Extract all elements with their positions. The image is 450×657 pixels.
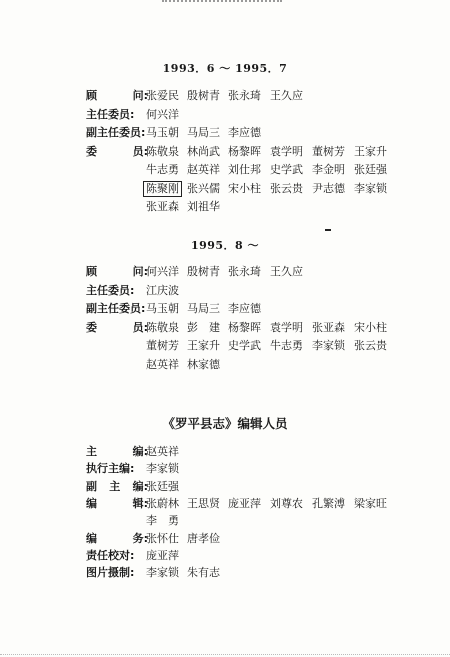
person-name: 庞亚萍 — [228, 496, 261, 510]
scan-mark-bottom — [0, 652, 450, 655]
role-label-part: 编: — [132, 445, 148, 458]
person-name: 刘尊农 — [270, 496, 303, 510]
person-name: 董树芳 — [312, 144, 345, 158]
section1-heading: 1993．6 ～ 1995．7 — [162, 62, 288, 75]
role-label-part: 员: — [132, 320, 148, 334]
person-name: 史学武 — [228, 339, 261, 352]
person-name: 马局三 — [187, 302, 220, 315]
role-label-part: 主任委员: — [86, 107, 135, 121]
role-label — [86, 479, 148, 495]
person-name: 陈敬泉 — [146, 320, 179, 334]
person-name: 张兴儒 — [187, 181, 220, 195]
role-label — [86, 444, 148, 460]
person-name: 王家升 — [187, 339, 220, 352]
role-label-part: 问: — [132, 89, 148, 102]
role-label — [86, 320, 148, 336]
person-name: 董树芳 — [146, 339, 179, 352]
editorial-staff-title: 《罗平县志》编辑人员 — [162, 416, 288, 431]
role-label-part: 执行主编: — [86, 462, 135, 476]
person-name: 杨黎晖 — [228, 144, 261, 158]
role-label-part: 问: — [132, 265, 148, 278]
person-name: 赵英祥 — [146, 357, 179, 371]
person-name: 马局三 — [187, 126, 220, 139]
role-label — [86, 88, 148, 104]
person-name: 张云贵 — [270, 181, 303, 195]
person-name: 史学武 — [270, 163, 303, 176]
person-name: 袁学明 — [270, 320, 303, 334]
stray-mark — [325, 229, 331, 231]
role-label — [86, 107, 148, 123]
person-name: 张永琦 — [228, 265, 261, 278]
role-label-part: 编: — [132, 479, 148, 493]
person-name: 张亚森 — [312, 320, 345, 334]
person-name: 江庆波 — [146, 283, 179, 297]
role-label-part: 副主任委员: — [86, 302, 146, 315]
person-name: 马玉朝 — [146, 126, 179, 139]
role-label — [86, 144, 148, 160]
person-name: 王久应 — [270, 265, 303, 278]
role-label — [86, 125, 148, 141]
role-label-part: 编 — [86, 496, 97, 510]
person-name: 宋小柱 — [228, 181, 261, 195]
person-name: 赵英祥 — [146, 445, 179, 458]
person-name: 马玉朝 — [146, 302, 179, 315]
person-name: 张爱民 — [146, 89, 179, 102]
person-name: 朱有志 — [187, 566, 220, 580]
role-label-part: 副 — [86, 479, 97, 493]
person-name: 李家锁 — [354, 181, 387, 195]
person-name: 王家升 — [354, 144, 387, 158]
section2-heading: 1995．8 ～ — [190, 239, 260, 252]
person-name: 李金明 — [312, 163, 345, 176]
scan-mark-top — [162, 0, 282, 6]
person-name: 张廷强 — [146, 479, 179, 493]
role-label — [86, 496, 148, 512]
person-name: 殷树青 — [187, 89, 220, 102]
person-name: 张云贵 — [354, 339, 387, 352]
role-label-part: 责任校对: — [86, 548, 135, 562]
role-label — [86, 548, 148, 564]
person-name: 殷树青 — [187, 265, 220, 278]
person-name: 李应德 — [228, 302, 261, 315]
role-label — [86, 301, 148, 317]
person-name: 李 勇 — [146, 514, 179, 528]
role-label — [86, 531, 148, 547]
person-name: 刘仕邦 — [228, 163, 261, 176]
role-label-part: 图片摄制: — [86, 566, 135, 580]
person-name: 刘祖华 — [187, 200, 220, 213]
person-name: 何兴洋 — [146, 265, 179, 278]
person-name: 牛志勇 — [146, 163, 179, 176]
person-name: 宋小柱 — [354, 320, 387, 334]
role-label — [86, 565, 148, 581]
role-label-part: 委 — [86, 320, 97, 334]
role-label-part: 编 — [86, 531, 97, 545]
person-name: 庞亚萍 — [146, 548, 179, 562]
person-name: 张永琦 — [228, 89, 261, 102]
person-name: 何兴洋 — [146, 107, 179, 121]
person-name: 赵英祥 — [187, 163, 220, 176]
role-label-part: 顾 — [86, 265, 97, 278]
person-name: 李家锁 — [312, 339, 345, 352]
role-label-part: 副主任委员: — [86, 126, 146, 139]
person-name: 尹志德 — [312, 181, 345, 195]
person-name: 张廷强 — [354, 163, 387, 176]
role-label-part: 辑: — [132, 496, 148, 510]
role-label-part: 主任委员: — [86, 283, 135, 297]
role-label-part: 顾 — [86, 89, 97, 102]
person-name: 王思贤 — [187, 496, 220, 510]
role-label — [86, 264, 148, 280]
person-name: 杨黎晖 — [228, 320, 261, 334]
person-name: 王久应 — [270, 89, 303, 102]
person-name: 陈敬泉 — [146, 144, 179, 158]
person-name: 梁家旺 — [354, 496, 387, 510]
role-label-part: 员: — [132, 144, 148, 158]
role-label-part: 委 — [86, 144, 97, 158]
person-name: 牛志勇 — [270, 339, 303, 352]
role-label — [86, 283, 148, 299]
person-name: 孔繁溥 — [312, 496, 345, 510]
person-name: 李家锁 — [146, 462, 179, 476]
person-name: 张亚森 — [146, 200, 179, 213]
role-label-part: 主 — [86, 445, 97, 458]
person-name: 林家德 — [187, 357, 220, 371]
person-name: 林尚武 — [187, 144, 220, 158]
person-name: 彭 建 — [187, 320, 220, 334]
person-name: 张蔚林 — [146, 496, 179, 510]
role-label-part: 主 — [109, 479, 121, 493]
person-name: 张怀仕 — [146, 531, 179, 545]
person-name: 李家锁 — [146, 566, 179, 580]
person-name: 唐孝俭 — [187, 531, 220, 545]
role-label-part: 务: — [132, 531, 148, 545]
boxed-person-name: 陈聚刚 — [143, 181, 182, 197]
person-name: 李应德 — [228, 126, 261, 139]
role-label — [86, 461, 148, 477]
person-name: 袁学明 — [270, 144, 303, 158]
